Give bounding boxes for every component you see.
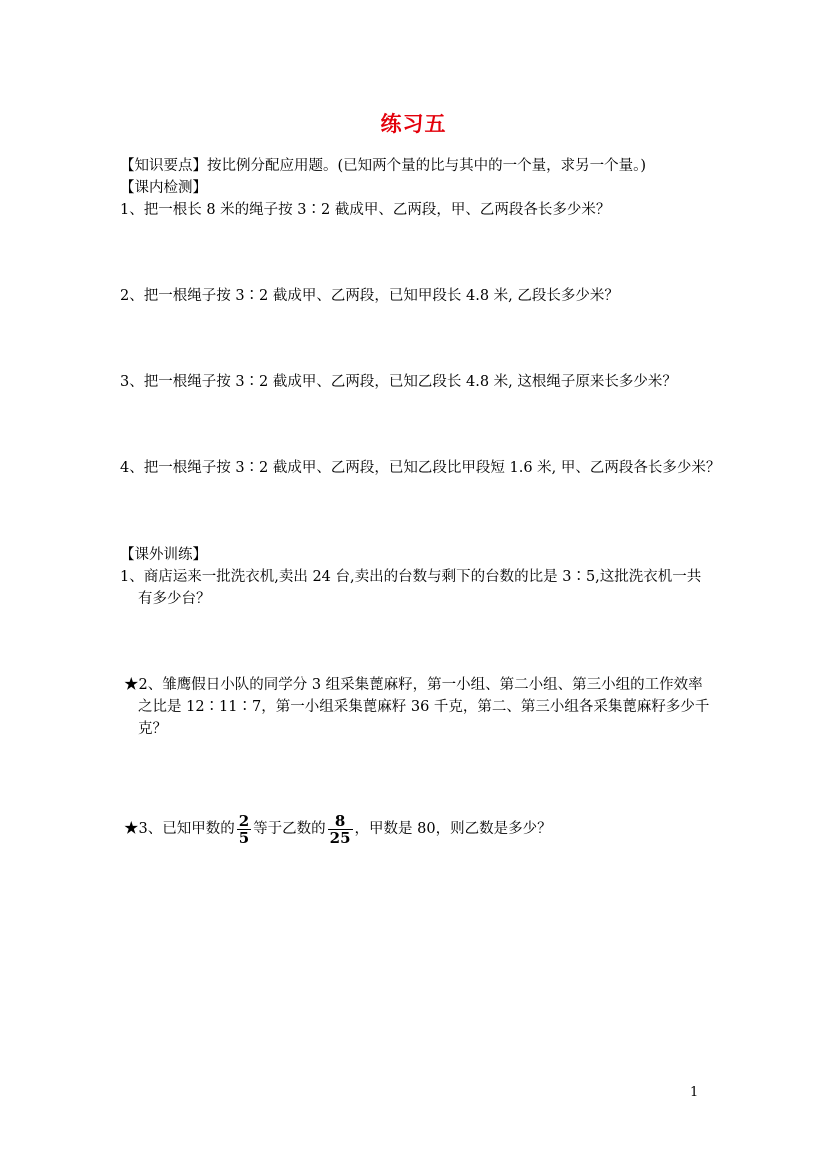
after-class-question-2-line-1 xyxy=(124,674,714,696)
in-class-section-label: 【课内检测】 xyxy=(120,180,207,196)
fraction-denominator: 25 xyxy=(329,828,351,847)
fraction-numerator: 8 xyxy=(328,813,353,830)
after-class-section-label: 【课外训练】 xyxy=(120,547,207,563)
key-points-line xyxy=(120,155,710,177)
fraction-numerator: 2 xyxy=(238,811,250,830)
after-class-question-1-line-1: 1、商店运来一批洗衣机,卖出 24 台,卖出的台数与剩下的台数的比是 3∶5,这批洗衣机一共 xyxy=(120,569,702,585)
in-class-question-1: 1、把一根长 8 米的绳子按 3∶2 截成甲、乙两段，甲、乙两段各长多少米？ xyxy=(120,202,611,218)
after-class-question-2-line-2: 之比是 12∶11∶7，第一小组采集蓖麻籽 36 千克，第二、第三小组各采集蓖麻籽多少千 xyxy=(138,699,710,715)
question-3-part-1: 3、已知甲数的 xyxy=(138,821,235,837)
fraction-two-fifths xyxy=(237,813,251,846)
star-icon: ★ xyxy=(124,677,139,693)
question-2-text: 2、雏鹰假日小队的同学分 3 组采集蓖麻籽，第一小组、第二小组、第三小组的工作效率 xyxy=(138,677,703,693)
fraction-eight-twentyfifths xyxy=(328,813,353,846)
question-3-part-3: ，甲数是 80，则乙数是多少？ xyxy=(354,821,552,837)
after-class-question-3 xyxy=(124,812,714,846)
page-number: 1 xyxy=(690,1085,699,1100)
question-3-part-2: 等于乙数的 xyxy=(253,821,326,837)
page-title: 练习五 xyxy=(380,111,447,136)
star-icon: ★ xyxy=(124,821,139,837)
in-class-question-3: 3、把一根绳子按 3∶2 截成甲、乙两段，已知乙段长 4.8 米, 这根绳子原来长多少米？ xyxy=(120,374,677,390)
fraction-denominator: 5 xyxy=(238,828,250,847)
in-class-question-4: 4、把一根绳子按 3∶2 截成甲、乙两段，已知乙段比甲段短 1.6 米, 甲、乙两段各长多少米？ xyxy=(120,460,721,476)
key-points-label: 【知识要点】 xyxy=(120,158,207,174)
after-class-question-2-line-3: 克？ xyxy=(138,721,167,737)
after-class-question-1-line-2: 有多少台？ xyxy=(138,591,211,607)
in-class-question-2: 2、把一根绳子按 3∶2 截成甲、乙两段，已知甲段长 4.8 米, 乙段长多少米？ xyxy=(120,288,619,304)
key-points-text: 按比例分配应用题。(已知两个量的比与其中的一个量，求另一个量。) xyxy=(207,158,647,174)
